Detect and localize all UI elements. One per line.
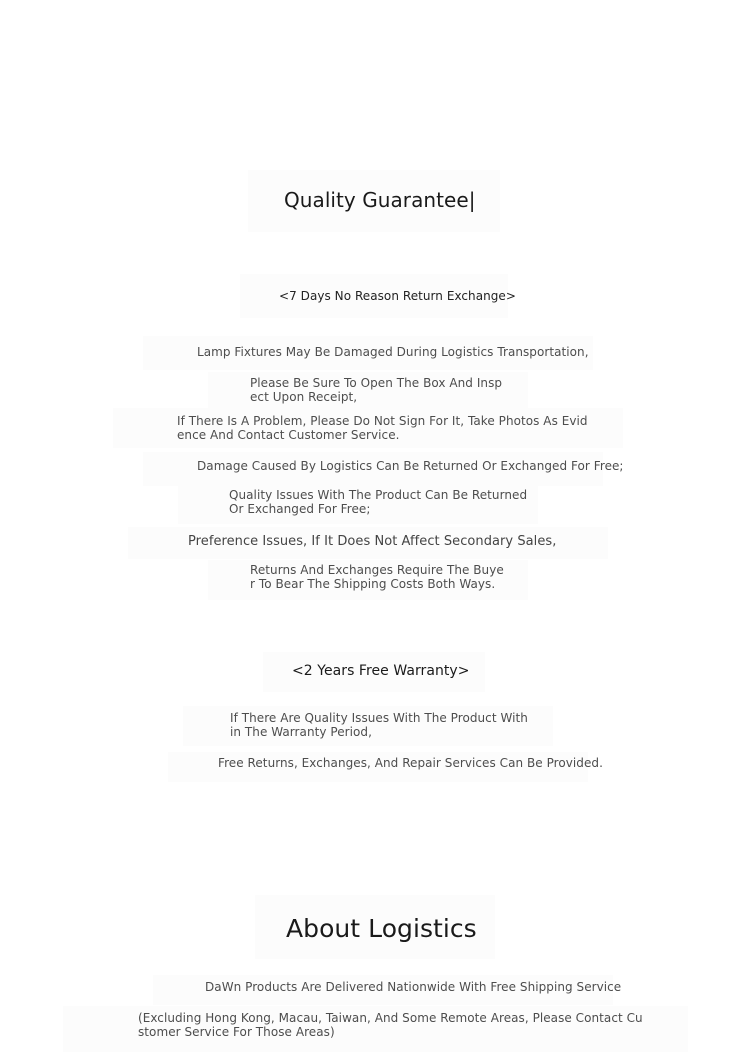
warranty-heading: <2 Years Free Warranty> (292, 663, 470, 679)
quality-line-7: Returns And Exchanges Require The Buye r To Bear The Shipping Costs Both Ways. (250, 563, 504, 591)
return-exchange-heading: <7 Days No Reason Return Exchange> (279, 289, 516, 303)
quality-line-2: Please Be Sure To Open The Box And Insp ect Upon Receipt, (250, 376, 503, 404)
quality-line-5: Quality Issues With The Product Can Be Returned Or Exchanged For Free; (229, 488, 528, 516)
logistics-line-1: DaWn Products Are Delivered Nationwide With Free Shipping Service (205, 980, 622, 994)
quality-line-3: If There Is A Problem, Please Do Not Sign For It, Take Photos As Evid ence And Contact Customer Service. (177, 414, 588, 442)
quality-title: Quality Guarantee| (284, 188, 476, 212)
logistics-title: About Logistics (286, 914, 477, 943)
warranty-line-1: If There Are Quality Issues With The Product With in The Warranty Period, (230, 711, 528, 739)
quality-line-4: Damage Caused By Logistics Can Be Returned Or Exchanged For Free; (197, 459, 624, 473)
warranty-line-2: Free Returns, Exchanges, And Repair Services Can Be Provided. (218, 756, 603, 770)
logistics-line-2: (Excluding Hong Kong, Macau, Taiwan, And Some Remote Areas, Please Contact Cu stomer Service For Those Areas) (138, 1011, 643, 1039)
quality-line-6: Preference Issues, If It Does Not Affect Secondary Sales, (188, 534, 557, 549)
quality-line-1: Lamp Fixtures May Be Damaged During Logistics Transportation, (197, 345, 589, 359)
